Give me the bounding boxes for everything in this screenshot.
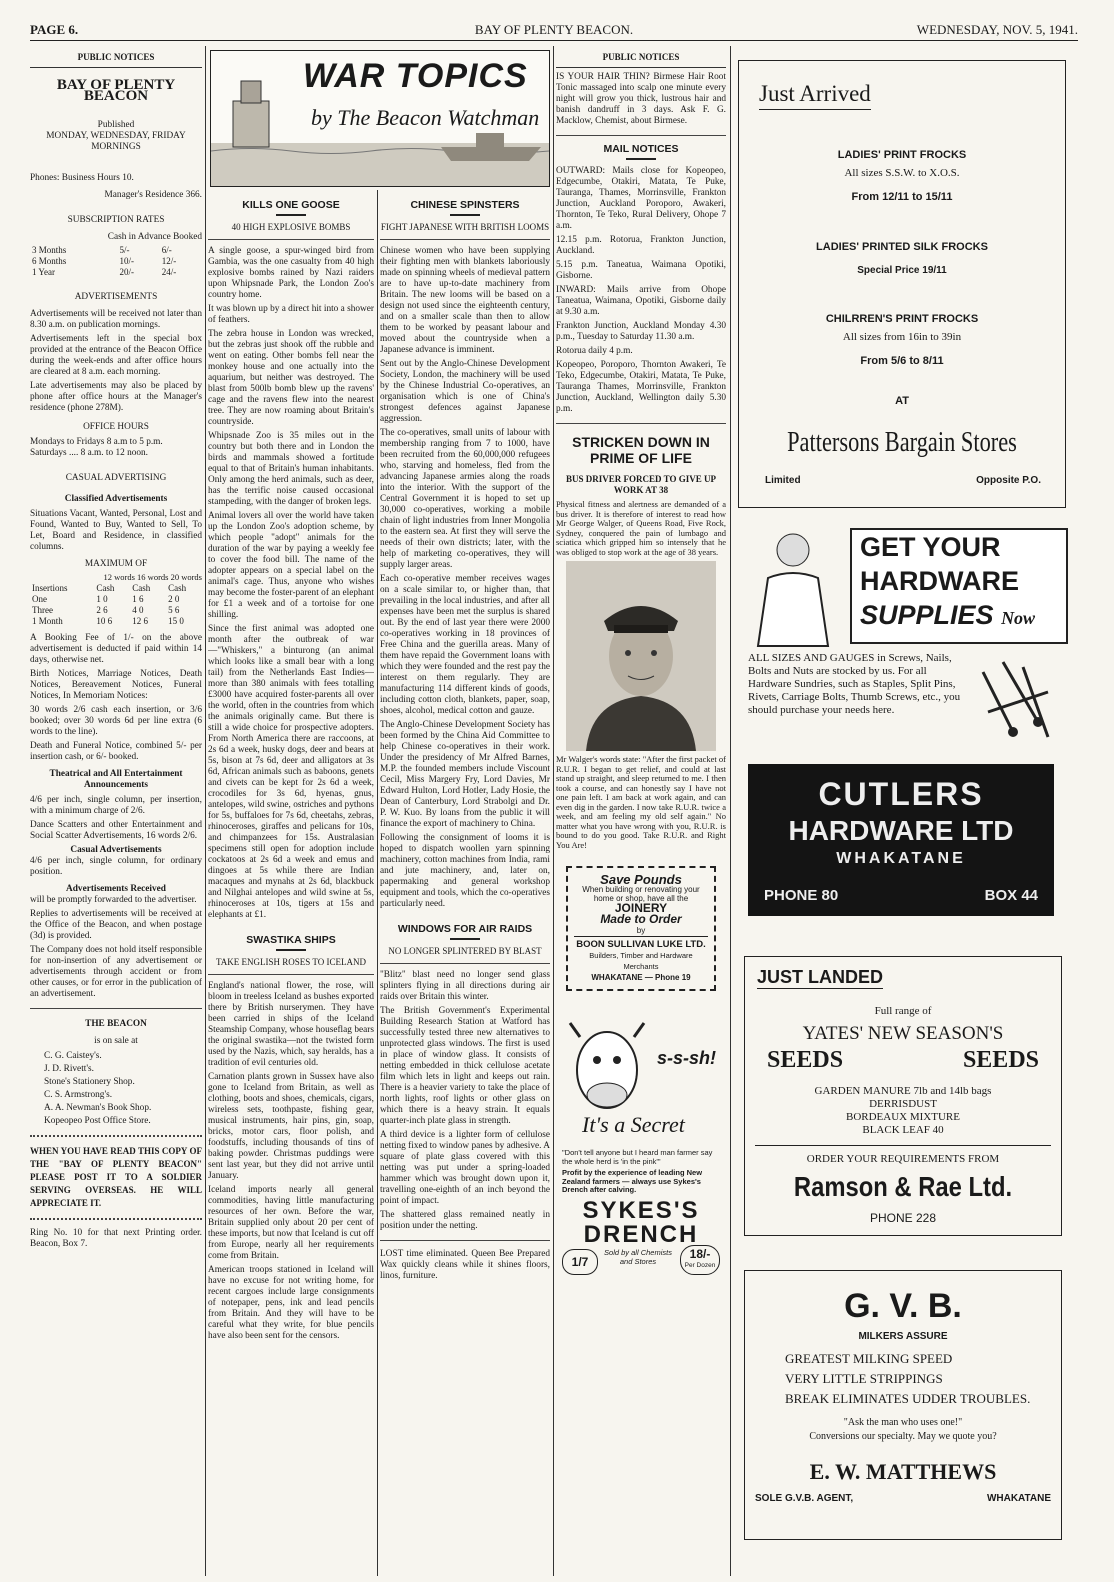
- seller: J. D. Rivett's.: [44, 1064, 94, 1074]
- article-paragraph: American troops stationed in Iceland will have no excuse for not writing home, for recent cargoes include large consignments of notepaper, pens, ink and lead pencils from Britain. And they will have to be careful what they write, for blue pencils have also been sent for the censors.: [208, 1265, 374, 1341]
- cutlers-box: BOX 44: [984, 887, 1038, 904]
- paper-title: BAY OF PLENTY BEACON.: [474, 22, 634, 37]
- article-paragraph: The Anglo-Chinese Development Society has been formed by the China Aid Committee to help Chinese co-operatives in their work. Under the presidency of Mr Alfred Barnes, M.P. the founded members include Viscount Cecil, Miss Margery Fry, Lord Davies, Mr Edward Hulton, Lord Hotler, Lady Hosie, the Dean of Canterbury, Lord Strabolgi and Dr. P. W. Kuo. By loans from the public it will finance the export of machinery to China.: [380, 720, 550, 829]
- at-label: AT: [895, 395, 909, 407]
- sykes-sh: s-s-sh!: [657, 1048, 717, 1068]
- section-heading: PUBLIC NOTICES: [77, 52, 155, 62]
- notice-paragraph: Late advertisements may also be placed by phone after office hours at the Manager's residence (phone 278M).: [30, 381, 202, 413]
- joinery-lead: When building or renovating your home or shop, have all the: [582, 885, 700, 903]
- seeds-left: SEEDS: [767, 1047, 844, 1073]
- bus-subheadline: BUS DRIVER FORCED TO GIVE UP WORK AT 38: [566, 474, 716, 495]
- gvb-agent: SOLE G.V.B. AGENT,: [755, 1493, 854, 1504]
- table-row: Three 2 6 4 0 5 6: [32, 605, 180, 615]
- column-rule: [205, 46, 206, 1576]
- mail-paragraph: INWARD: Mails arrive from Ohope Taneatua, Waimana, Opotiki, Gisborne daily at 9.30 a.m.: [556, 285, 726, 317]
- notice-paragraph: Birth Notices, Marriage Notices, Death Notices, Bereavement Notices, Funeral Notices, In Memoriam Notices:: [30, 669, 202, 701]
- casual-adv-title: Casual Advertisements: [70, 845, 162, 855]
- headline: WINDOWS FOR AIR RAIDS: [397, 923, 533, 935]
- childrens-frocks-price: From 5/6 to 8/11: [860, 355, 944, 367]
- matthews-name: E. W. MATTHEWS: [809, 1459, 997, 1484]
- article-paragraph: Sent out by the Anglo-Chinese Development Society, London, the machinery will be used by the Chinese Industrial Co-operatives, an organisation which is one of China's strongest defences against Japanese aggression.: [380, 359, 550, 424]
- subheadline: 40 HIGH EXPLOSIVE BOMBS: [231, 222, 351, 232]
- war-topics-title: WAR TOPICS: [303, 57, 528, 95]
- seller: A. A. Newman's Book Shop.: [44, 1103, 152, 1113]
- sykes-brand: SYKES'S DRENCH: [582, 1197, 700, 1248]
- just-arrived-title: Just Arrived: [759, 81, 871, 110]
- notice-paragraph: Situations Vacant, Wanted, Personal, Lost and Found, Wanted to Buy, Wanted to Sell, To Let, Board and Residence, in classified columns.: [30, 509, 202, 552]
- column-notices-right: [556, 46, 726, 1576]
- gvb-conversions: Conversions our specialty. May we quote you?: [809, 1431, 997, 1442]
- frocks-sizes: All sizes S.S.W. to X.O.S.: [844, 167, 960, 179]
- table-row: Insertions Cash Cash Cash: [32, 583, 187, 593]
- hardware-text: ALL SIZES AND GAUGES in Screws, Nails, Bolts and Nuts are stocked by us. For all Hardware Sundries, such as Staples, Split Pins, Rivets, Carriage Bolts, Thumb Screws, etc., you should purchase your needs here.: [748, 652, 961, 716]
- hardware-poster: [850, 528, 1068, 644]
- store-location: Opposite P.O.: [976, 475, 1041, 486]
- seller: Kopeopeo Post Office Store.: [44, 1116, 151, 1126]
- received-title: Advertisements Received: [66, 884, 166, 894]
- column-war-topics-right: [380, 192, 550, 1576]
- maximum-title: MAXIMUM OF: [84, 559, 148, 569]
- notice-paragraph: 4/6 per inch, single column, per insertion, with a minimum charge of 2/6.: [30, 795, 202, 816]
- cutlers-hardware: HARDWARE LTD: [788, 815, 1014, 846]
- article-paragraph: Each co-operative member receives wages on a scale similar to, or higher than, that prevailing in the local industries, and after all expenses have been met the surplus is shared out. By the end of last year there were 2000 co-operatives working in 18 provinces of Free China and the guerilla areas. Many of them have repaid the Government loans with which they were founded and the rest pay the interest on them regularly. They are manufacturing 114 different kinds of goods, including cotton cloth, blankets, paper, soap, shoes, alcohol, medical cotton and gauze.: [380, 574, 550, 716]
- article-paragraph: Since the first animal was adopted one month after the outbreak of war—"Whiskers," a binturong (an animal which looks like a small bear with a long tail) from the Netherlands East Indies—more than 380 animals with fees totalling £3000 have acquired foster-parents all over the world, often in the countries from which the animals originally came. But there is still a wide choice for prospective adopters. From North America there are raccoons, at 2s 6d a week, husky dogs, deer and bears at 5s, bison at 7s 6d, deer and alligators at 3s 6d, African animals such as baboons, genets and civets can be kept for 2s 6d a week, crocodiles for 3s 6d, hyenas, gnus, antelopes, wild swine, ostriches and pythons for 5s, buffaloes for 7s 6d, cheetahs, zebras, rhinoceroses, giraffes and pelicans for 10s, and chimpanzees for 15s. Australasian specimens still open for adoption include cockatoos at 2s 6d a week and emus and dingoes at 5s while there are Indian macaques and mynahs at 2s 6d, blackbuck and Nilghai antelopes and wild swine at 5s, rhinoceroses at 10s, tigers at 15s and elephants at £1.: [208, 624, 374, 920]
- gvb-title: G. V. B.: [844, 1287, 962, 1325]
- silk-frocks-line: LADIES' PRINTED SILK FROCKS: [816, 241, 988, 253]
- seller: C. G. Caistey's.: [44, 1051, 102, 1061]
- office-hours-title: OFFICE HOURS: [83, 422, 149, 432]
- sykes-price-dozen: 18/- Per Dozen: [680, 1245, 720, 1275]
- column-rule: [553, 46, 554, 1576]
- mail-paragraph: Kopeopeo, Poroporo, Thornton Awakeri, Te Teko, Edgecumbe, Otakiri, Matata, Te Puke, Tauranga Thames, Morrinsville, Frankton Junction, Auckland, Wellington daily 5.30 p.m.: [556, 360, 726, 414]
- article-paragraph: "Blitz" blast need no longer send glass splinters flying in all directions during air raids over Britain this winter.: [380, 970, 550, 1002]
- sykes-quote: "Don't tell anyone but I heard man farmer say the whole herd is 'in the pink'": [562, 1148, 713, 1166]
- subscription-title: SUBSCRIPTION RATES: [67, 215, 165, 225]
- childrens-frocks-line: CHILRREN'S PRINT FROCKS: [825, 313, 979, 325]
- article-paragraph: It was blown up by a direct hit into a shower of feathers.: [208, 304, 374, 325]
- article-paragraph: A single goose, a spur-winged bird from Gambia, was the one casualty from 40 high explosive bombs rained by Nazi raiders upon Whipsnade Park, the London Zoo's country home.: [208, 246, 374, 300]
- mail-paragraph: OUTWARD: Mails close for Kopeopeo, Edgecumbe, Otakiri, Matata, Te Puke, Tauranga, Thames, Morrinsville, Frankton Junction, Auckland Poroporo, Awakeri, Thornton, Te Teko, Rural Delivery, Ohope 7 a.m.: [556, 166, 726, 231]
- yates-line: YATES' NEW SEASON'S: [802, 1023, 1004, 1044]
- cutlers-word: CUTLERS: [818, 776, 984, 812]
- cutlers-town: WHAKATANE: [836, 850, 966, 867]
- table-row: 1 Month 10 6 12 6 15 0: [32, 616, 184, 626]
- seeds-right: SEEDS: [962, 1047, 1039, 1073]
- article-paragraph: A third device is a lighter form of cellulose netting fixed to window panes by adhesive. A square of plate glass covered with this netting was put under a spring-loaded hammer which was brought down upon it, travelling one-eighth of an inch beyond the point of impact.: [380, 1130, 550, 1206]
- page-number: PAGE 6.: [30, 22, 79, 37]
- bus-paragraph: Physical fitness and alertness are demanded of a bus driver. It is therefore of interest to read how Mr George Walger, of Queens Road, Five Rock, Sydney, conquered the pain of lumbago and sciatica which gripped him so intensely that he was obliged to stop work at the age of 38 years.: [556, 499, 726, 557]
- article-paragraph: Following the consignment of looms it is hoped to dispatch woollen yarn spinning machinery, cotton machines from India, rami and jute machinery, and, later on, papermaking and general workshop equipment and tools, which the co-operatives particularly need.: [380, 833, 550, 909]
- joinery-advert: [566, 866, 716, 991]
- article-paragraph: Chinese women who have been supplying their fighting men with blankets laboriously made on spinning wheels of medieval pattern are to have up-to-date machinery from Britain. The new looms will be based on a design not used since the eighteenth century, and on a smaller scale than then to allow them to be worked by peasant labour and moved about the countryside when a Japanese advance is imminent.: [380, 246, 550, 355]
- portrait-caption: Mr Walger's words state: "After the first packet of R.U.R. I began to get relief, and could at last stand up straight, and sleep returned to me. I then took a course, and can honestly say I have not one pain left. I am back at work again, and can even dig in the garden. I now take R.U.R. twice a week, and am feeling my old self again." No matter what you have wrong with you, R.U.R. is bound to do you good. Take R.U.R. and Right You Are!: [556, 754, 726, 850]
- subscription-head: Cash in Advance Booked: [107, 232, 202, 242]
- notice-paragraph: Replies to advertisements will be received at the Office of the Beacon, and when postage (3d) is provided.: [30, 909, 202, 941]
- frocks-price: From 12/11 to 15/11: [851, 191, 953, 203]
- masthead: [30, 22, 1078, 41]
- gvb-line-1: GREATEST MILKING SPEED: [785, 1351, 953, 1366]
- table-row: 3 Months 5/- 6/-: [32, 245, 172, 255]
- column-public-notices: [30, 46, 202, 1576]
- made-to-order: Made to Order: [600, 912, 682, 926]
- casual-advertising-title: CASUAL ADVERTISING: [65, 473, 167, 483]
- hair-tonic-notice: IS YOUR HAIR THIN? Birmese Hair Root Tonic massaged into scalp one minute every night will grow you thick, lustrous hair and banish dandruff in 3 days. Ask F. G. Macklow, Chemist, about Birmese.: [556, 72, 726, 126]
- beacon-title: THE BEACON: [85, 1019, 147, 1029]
- article-paragraph: The British Government's Experimental Building Research Station at Watford has successfully tested three new alternatives to unprotected glass windows. The first is used in place of window glass. It consists of netting embedded in thick cellulose acetate film which lets in light and keeps out rain. There is a heavier variety to take the place of north lights, roof lights or other glass on which there is a heavy strain. It equals quarter-inch plate glass in strength.: [380, 1006, 550, 1126]
- gvb-town: WHAKATANE: [986, 1493, 1051, 1504]
- seller: Stone's Stationery Shop.: [44, 1077, 135, 1087]
- ramson-phone: PHONE 228: [869, 1211, 937, 1225]
- bolts-icon: [978, 652, 1058, 742]
- notice-paragraph: A Booking Fee of 1/- on the above advertisement is deducted if paid within 14 days, otherwise net.: [30, 633, 202, 665]
- article-paragraph: Carnation plants grown in Sussex have also gone to Iceland from Britain, as well as clothing, boots and shoes, chemicals, cigars, wireless sets, toothpaste, fishing gear, musical instruments, hair pins, gin, soap, bricks, motor cars, floor polish, and foodstuffs, including thousands of tins of baking powder. Christmas puddings were sent last year, but they did not arrive until January.: [208, 1072, 374, 1181]
- advertisements-title: ADVERTISEMENTS: [74, 292, 158, 302]
- published-label: Published: [97, 120, 135, 130]
- lost-notice: LOST time eliminated. Queen Bee Prepared Wax quickly cleans while it shines floors, linos, furniture.: [380, 1249, 550, 1281]
- printing-notice: Ring No. 10 for that next Printing order. Beacon, Box 7.: [30, 1228, 202, 1249]
- insertion-table: [30, 583, 202, 627]
- words-head: 12 words 16 words 20 words: [103, 572, 202, 582]
- theatrical-title: Theatrical and All Entertainment Announcements: [49, 769, 183, 790]
- classified-title: Classified Advertisements: [64, 494, 168, 504]
- portrait-photo: [566, 561, 716, 751]
- column-rule: [730, 46, 731, 1576]
- save-pounds: Save Pounds: [600, 872, 682, 887]
- article-paragraph: The co-operatives, small units of labour with membership ranging from 7 to 1000, have been recruited from the 60,000,000 refugees who, starving and homeless, fled from the advancing Japanese armies along the roads into the interior. With the support of the Central Government it is hoped to set up 30,000 co-operatives, working a mobile chain of light industries from Inner Mongolia to the eastern sea. At first they will serve the needs of their own districts; later, with the help of marketing co-operatives, they will supply larger areas.: [380, 428, 550, 570]
- just-landed-advert: [744, 956, 1062, 1236]
- subscription-table: [30, 245, 202, 278]
- mail-paragraph: 5.15 p.m. Taneatua, Waimana Opotiki, Gisborne.: [556, 260, 726, 281]
- section-heading: PUBLIC NOTICES: [602, 52, 680, 62]
- childrens-frocks-sizes: All sizes from 16in to 39in: [842, 331, 962, 343]
- sykes-secret: It's a Secret: [582, 1112, 685, 1137]
- cow-icon: [562, 1015, 652, 1115]
- table-row: 1 Year 20/- 24/-: [32, 267, 177, 277]
- frocks-line: LADIES' PRINT FROCKS: [837, 149, 967, 161]
- full-range: Full range of: [874, 1005, 932, 1017]
- supplies-word: SUPPLIES Now: [860, 600, 1036, 630]
- notice-paragraph: will be promptly forwarded to the advertiser.: [30, 895, 197, 905]
- article-paragraph: Iceland imports nearly all general commodities, having little manufacturing resources of her own. Before the war, Britain supplied only about 20 per cent of these imports, but now that Iceland is cut off from Europe, nearly all her requirements come from Britain.: [208, 1185, 374, 1261]
- hardware-word: HARDWARE: [860, 566, 1019, 596]
- column-war-topics-left: [208, 192, 374, 1576]
- gvb-ask: "Ask the man who uses one!": [843, 1417, 963, 1428]
- soldier-notice: WHEN YOU HAVE READ THIS COPY OF THE "BAY OF PLENTY BEACON" PLEASE POST IT TO A SOLDIER SERVING OVERSEAS. HE WILL APPRECIATE IT.: [30, 1146, 202, 1208]
- joinery-firm: BOON SULLIVAN LUKE LTD.: [574, 936, 708, 950]
- subheadline: NO LONGER SPLINTERED BY BLAST: [388, 946, 542, 956]
- order-line: ORDER YOUR REQUIREMENTS FROM: [806, 1153, 1000, 1165]
- war-topics-banner: [210, 50, 550, 187]
- on-sale-label: is on sale at: [94, 1036, 138, 1046]
- article-paragraph: Animal lovers all over the world have taken up the London Zoo's adoption scheme, by which people "adopt" animals for the duration of the war by paying a weekly fee to cover the food bill. The name of the adopter appears on a special label on the animal's cage. Thus, anyone who wishes may become the foster-parent of an elephant for £1 a week and of a tortoise for one shilling.: [208, 511, 374, 620]
- now-word: Now: [1001, 608, 1036, 628]
- garden-list: GARDEN MANURE 7lb and 14lb bags DERRISDUST BORDEAUX MIXTURE BLACK LEAF 40: [814, 1085, 992, 1136]
- seller: C. S. Armstrong's.: [44, 1090, 113, 1100]
- store-name: Pattersons Bargain Stores: [787, 427, 1017, 458]
- notice-paragraph: 4/6 per inch, single column, for ordinary position.: [30, 856, 202, 877]
- column-rule: [377, 190, 378, 1576]
- sykes-drench-advert: [562, 1015, 720, 1275]
- gvb-advert: [744, 1270, 1062, 1540]
- cutlers-sign: [748, 764, 1054, 916]
- office-hours-saturday: Saturdays .... 8 a.m. to 12 noon.: [30, 448, 149, 458]
- table-row: One 1 0 1 6 2 0: [32, 594, 180, 604]
- article-paragraph: England's national flower, the rose, will bloom in treeless Iceland as bushes exported there by British nurserymen. They have been carried in ships of the Iceland Steamship Company, whose houseflag bears the original swastika—not the twisted form used by the Nazis, which, say heralds, has a tradition of evil centuries old.: [208, 981, 374, 1068]
- hardware-advert: [738, 528, 1064, 924]
- cutlers-phone: PHONE 80: [764, 887, 839, 904]
- publication-name: BAY OF PLENTY BEACON: [56, 77, 176, 104]
- notice-paragraph: 30 words 2/6 cash each insertion, or 3/6 booked; over 30 words 6d per line extra (6 words to the line).: [30, 705, 202, 737]
- workman-illustration: [738, 528, 848, 648]
- mail-paragraph: Rotorua daily 4 p.m.: [556, 346, 633, 356]
- notice-paragraph: Advertisements will be received not later than 8.30 a.m. on publication mornings.: [30, 309, 202, 330]
- subheadline: FIGHT JAPANESE WITH BRITISH LOOMS: [380, 222, 550, 232]
- notice-paragraph: The Company does not hold itself responsible for non-insertion of any advertisement or advertisements through accident or from other causes, or for error in the publication of an advertisement.: [30, 945, 202, 999]
- sykes-price-each: 1/7: [562, 1249, 598, 1275]
- ramson-rae: Ramson & Rae Ltd.: [793, 1171, 1013, 1202]
- just-arrived-advert: [738, 60, 1066, 508]
- article-paragraph: The zebra house in London was wrecked, but the zebras just shook off the rubble and went on eating. Other bombs fell near the monkey house and one actually into the aquarium, but neither was destroyed. The blast from 500lb bomb blew up the ravens' cage and the ravens flew into the nearest tree. They are now roaming about Britain's countryside.: [208, 329, 374, 427]
- by-label: by: [636, 926, 646, 935]
- just-landed-title: JUST LANDED: [757, 967, 884, 987]
- manager-phone: Manager's Residence 366.: [104, 190, 202, 200]
- notice-paragraph: Dance Scatters and other Entertainment and Social Scatter Advertisements, 16 words 2/6.: [30, 820, 202, 841]
- milkers-assure: MILKERS ASSURE: [858, 1331, 948, 1342]
- article-paragraph: The shattered glass remained neatly in position under the netting.: [380, 1210, 550, 1231]
- headline: SWASTIKA SHIPS: [246, 934, 336, 946]
- mail-paragraph: Frankton Junction, Auckland Monday 4.30 p.m., Tuesday to Saturday 11.30 a.m.: [556, 321, 726, 342]
- notice-paragraph: Advertisements left in the special box provided at the entrance of the Beacon Office during the week-ends and after office hours are cleared at 8 a.m. each morning.: [30, 334, 202, 377]
- joinery-word: JOINERY: [614, 901, 668, 915]
- subheadline: TAKE ENGLISH ROSES TO ICELAND: [216, 957, 366, 967]
- gvb-line-2: VERY LITTLE STRIPPINGS: [785, 1371, 943, 1386]
- joinery-trade: Builders, Timber and Hardware Merchants: [589, 951, 693, 971]
- headline: CHINESE SPINSTERS: [410, 199, 520, 211]
- notice-paragraph: Death and Funeral Notice, combined 5/- per insertion cash, or 6/- booked.: [30, 741, 202, 762]
- get-your: GET YOUR: [860, 532, 1001, 562]
- table-row: 6 Months 10/- 12/-: [32, 256, 177, 266]
- gvb-line-3: BREAK ELIMINATES UDDER TROUBLES.: [785, 1391, 1031, 1406]
- phones-line: Phones: Business Hours 10.: [30, 173, 134, 183]
- store-limited: Limited: [765, 475, 801, 486]
- sykes-sold: Sold by all Chemists and Stores: [604, 1248, 672, 1266]
- mail-paragraph: 12.15 p.m. Rotorua, Frankton Junction, Auckland.: [556, 235, 726, 256]
- headline: KILLS ONE GOOSE: [242, 199, 340, 211]
- watchman-byline: by The Beacon Watchman: [311, 105, 540, 130]
- silk-frocks-price: Special Price 19/11: [857, 265, 947, 276]
- publication-days: MONDAY, WEDNESDAY, FRIDAY MORNINGS: [46, 131, 186, 152]
- mail-notices-title: MAIL NOTICES: [603, 143, 679, 155]
- issue-date: WEDNESDAY, NOV. 5, 1941.: [916, 22, 1078, 37]
- article-paragraph: Whipsnade Zoo is 35 miles out in the country but both there and in London the birds and mammals showed a fortitude equal to that of Britain's human inhabitants. Only among the herd animals, such as deer, has the terrific noise caused occasional stampeding, with the danger of broken legs.: [208, 431, 374, 507]
- stricken-headline: STRICKEN DOWN IN PRIME OF LIFE: [572, 434, 710, 466]
- sykes-profit: Profit by the experience of leading New Zealand farmers — always use Sykes's Drench after calving.: [562, 1168, 703, 1194]
- joinery-town: WHAKATANE — Phone 19: [591, 973, 691, 982]
- office-hours-weekday: Mondays to Fridays 8 a.m to 5 p.m.: [30, 437, 163, 447]
